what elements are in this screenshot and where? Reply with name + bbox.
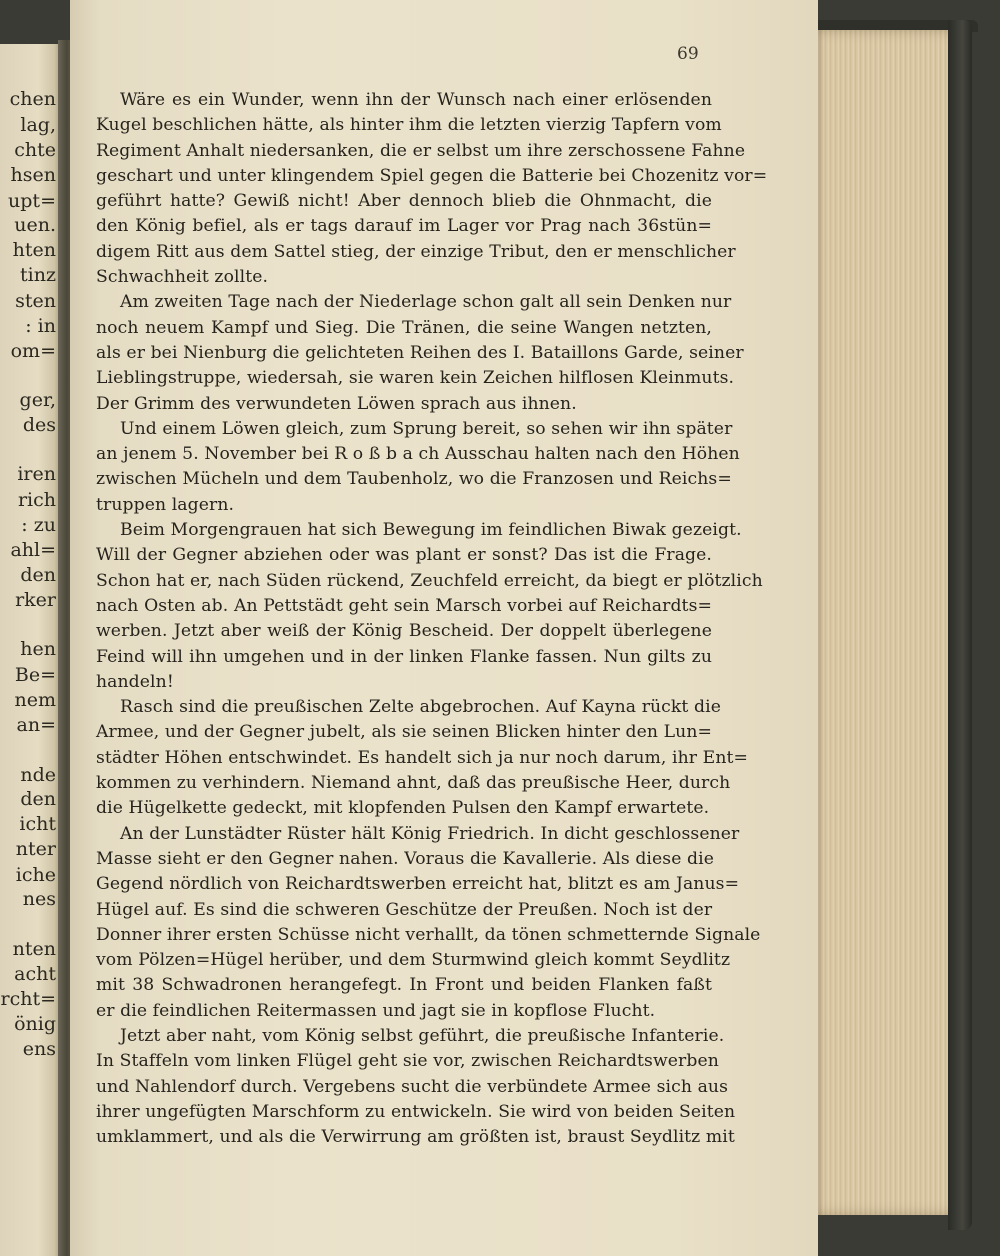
text-line: Rasch sind die preußischen Zelte abgebrochen. Auf Kayna rückt die — [120, 697, 721, 718]
text-line: vom Pölzen=Hügel herüber, und dem Sturmwind gleich kommt Seydlitz — [96, 950, 731, 971]
left-page-fragment: : zu — [21, 514, 56, 536]
body-text — [96, 88, 768, 1150]
left-page-fragment: hsen — [10, 164, 56, 186]
text-line: umklammert, und als die Verwirrung am größten ist, braust Seydlitz mit — [96, 1127, 735, 1148]
left-page-fragment: iren — [17, 463, 56, 485]
text-line: ihrer ungefügten Marschform zu entwickeln. Sie wird von beiden Seiten — [96, 1101, 736, 1122]
left-page-fragment: des — [22, 414, 56, 436]
text-line: Schwachheit zollte. — [96, 267, 269, 288]
left-page-fragment: hen — [20, 638, 56, 660]
text-line: Wäre es ein Wunder, wenn ihn der Wunsch nach einer erlösenden — [120, 90, 712, 110]
left-page-fragment: acht — [14, 963, 56, 985]
text-line: werben. Jetzt aber weiß der König Bescheid. Der doppelt überlegene — [96, 621, 712, 642]
left-page-fragment: nde — [20, 764, 56, 786]
text-line: In Staffeln vom linken Flügel geht sie vor, zwischen Reichardtswerben — [96, 1051, 719, 1072]
left-page-fragment: lag, — [20, 114, 56, 136]
left-page-fragment: rcht= — [0, 988, 56, 1010]
text-line: Armee, und der Gegner jubelt, als sie seinen Blicken hinter den Lun= — [96, 722, 712, 743]
left-page-fragment: om= — [10, 340, 56, 362]
left-page-fragment: chte — [14, 139, 56, 161]
text-line: Feind will ihn umgehen und in der linken Flanke fassen. Nun gilts zu — [96, 646, 712, 667]
left-page-fragment: den — [20, 788, 56, 810]
text-line: Kugel beschlichen hätte, als hinter ihm die letzten vierzig Tapfern vom — [96, 115, 722, 136]
text-line: noch neuem Kampf und Sieg. Die Tränen, die seine Wangen netzten, — [96, 317, 712, 338]
left-page-fragment: nten — [12, 938, 56, 960]
left-page-fragment: ger, — [19, 389, 56, 411]
paragraph — [96, 290, 744, 416]
paragraph — [96, 695, 748, 821]
page-edges — [812, 30, 960, 1215]
paragraph — [96, 417, 740, 518]
paragraph — [96, 1024, 736, 1150]
text-line: Donner ihrer ersten Schüsse nicht verhallt, da tönen schmetternde Signale — [96, 924, 761, 945]
left-page-fragment: rich — [17, 489, 56, 511]
page-number: 69 — [677, 44, 699, 64]
text-line: Und einem Löwen gleich, zum Sprung bereit, so sehen wir ihn später — [120, 418, 733, 439]
text-line: Am zweiten Tage nach der Niederlage schon galt all sein Denken nur — [120, 292, 732, 313]
text-line: Hügel auf. Es sind die schweren Geschütze der Preußen. Noch ist der — [96, 899, 713, 920]
left-page-fragment: sten — [15, 290, 56, 312]
text-line: Lieblingstruppe, wiedersah, sie waren kein Zeichen hilflosen Kleinmuts. — [96, 368, 735, 389]
left-page-fragment: uen. — [14, 214, 56, 236]
text-line: er die feindlichen Reitermassen und jagt sie in kopflose Flucht. — [96, 1000, 656, 1021]
left-page-fragment: tinz — [20, 264, 56, 286]
text-line: An der Lunstädter Rüster hält König Friedrich. In dicht geschlossener — [120, 823, 740, 844]
left-page-fragment: Be= — [14, 664, 56, 686]
text-line: Regiment Anhalt niedersanken, die er selbst um ihre zerschossene Fahne — [96, 140, 746, 161]
left-page-fragment: nes — [22, 888, 56, 910]
text-line: geschart und unter klingendem Spiel gegen die Batterie bei Chozenitz vor= — [96, 165, 768, 186]
text-line: geführt hatte? Gewiß nicht! Aber dennoch blieb die Ohnmacht, die — [96, 191, 712, 212]
text-line: und Nahlendorf durch. Vergebens sucht die verbündete Armee sich aus — [96, 1076, 729, 1097]
paragraph — [96, 822, 761, 1024]
text-line: die Hügelkette gedeckt, mit klopfenden Pulsen den Kampf erwartete. — [96, 798, 710, 819]
text-line: Jetzt aber naht, vom König selbst geführt, die preußische Infanterie. — [120, 1025, 725, 1046]
left-page-fragment: iche — [15, 864, 56, 886]
text-line: nach Osten ab. An Pettstädt geht sein Marsch vorbei auf Reichardts= — [96, 595, 712, 616]
text-line: digem Ritt aus dem Sattel stieg, der einzige Tribut, den er menschlicher — [96, 241, 736, 262]
left-page-fragment: upt= — [8, 190, 56, 212]
text-line: städter Höhen entschwindet. Es handelt sich ja nur noch darum, ihr Ent= — [96, 747, 748, 768]
left-page-fragment: hten — [12, 239, 56, 261]
left-page-fragment: önig — [14, 1013, 56, 1035]
left-page-fragment: ens — [22, 1038, 56, 1060]
left-page-fragment: an= — [16, 714, 56, 736]
left-page-fragment: nem — [14, 689, 56, 711]
text-line: mit 38 Schwadronen herangefegt. In Front und beiden Flanken faßt — [96, 975, 712, 996]
text-line: als er bei Nienburg die gelichteten Reihen des I. Bataillons Garde, seiner — [96, 342, 744, 363]
text-line: zwischen Mücheln und dem Taubenholz, wo die Franzosen und Reichs= — [96, 469, 732, 490]
left-page-fragment: rker — [15, 589, 56, 611]
left-page-fragment: icht — [19, 813, 56, 835]
text-line: truppen lagern. — [96, 494, 235, 515]
left-page-fragment: ahl= — [10, 539, 56, 561]
text-line: Masse sieht er den Gegner nahen. Voraus die Kavallerie. Als diese die — [96, 848, 715, 869]
left-page-fragment: nter — [15, 838, 56, 860]
text-line: Der Grimm des verwundeten Löwen sprach aus ihnen. — [96, 393, 577, 414]
text-line: handeln! — [96, 671, 174, 692]
paragraph — [96, 518, 763, 695]
text-line: Will der Gegner abziehen oder was plant er sonst? Das ist die Frage. — [96, 545, 712, 566]
text-line: Schon hat er, nach Süden rückend, Zeuchfeld erreicht, da biegt er plötzlich — [96, 570, 763, 591]
left-facing-page — [0, 44, 64, 1256]
text-line: Beim Morgengrauen hat sich Bewegung im feindlichen Biwak gezeigt. — [120, 520, 742, 541]
left-page-fragment: : in — [25, 315, 56, 337]
text-line: Gegend nördlich von Reichardtswerben erreicht hat, blitzt es am Janus= — [96, 874, 740, 895]
text-line: den König befiel, als er tags darauf im Lager vor Prag nach 36stün= — [96, 216, 712, 237]
book-cover-right — [948, 20, 972, 1230]
left-page-fragment: den — [20, 564, 56, 586]
text-line: an jenem 5. November bei R o ß b a ch Ausschau halten nach den Höhen — [96, 444, 740, 465]
text-line: kommen zu verhindern. Niemand ahnt, daß das preußische Heer, durch — [96, 773, 731, 794]
paragraph — [96, 88, 768, 290]
left-page-fragment: chen — [9, 88, 56, 110]
